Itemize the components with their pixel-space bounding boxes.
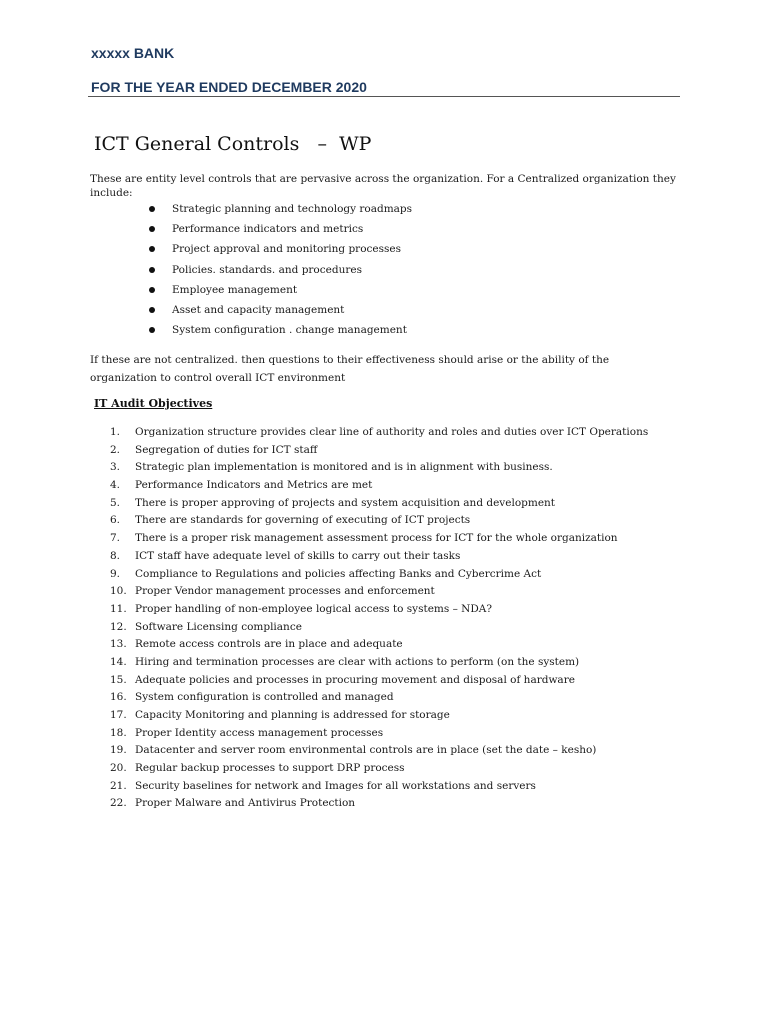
list-item-text: There are standards for governing of executing of ICT projects [135, 514, 471, 527]
bullet-icon [149, 267, 155, 273]
list-item-number: 13. [110, 638, 127, 651]
list-item-text: Proper Identity access management processes [135, 726, 384, 739]
list-item-text: Hiring and termination processes are clear with actions to perform (on the system) [135, 655, 580, 668]
list-item-text: Organization structure provides clear line of authority and roles and duties over ICT Operations [135, 426, 649, 438]
list-item-text: Policies. standards. and procedures [172, 263, 362, 276]
list-item-text: Asset and capacity management [172, 303, 345, 316]
list-item-text: Adequate policies and processes in procuring movement and disposal of hardware [135, 673, 575, 686]
list-item-number: 6. [110, 514, 121, 527]
list-item-text: System configuration is controlled and managed [135, 691, 394, 704]
objectives-heading: IT Audit Objectives [94, 397, 213, 410]
list-item-number: 8. [110, 549, 121, 562]
list-item-text: System configuration . change management [172, 324, 407, 337]
bank-name: xxxxx BANK [91, 45, 175, 61]
page-title: ICT General Controls – WP [94, 133, 372, 155]
list-item-number: 18. [110, 726, 127, 739]
list-item-number: 17. [110, 709, 127, 721]
intro-paragraph: These are entity level controls that are pervasive across the organization. For a Centralized organization they include: [90, 173, 676, 199]
list-item-number: 20. [110, 762, 127, 775]
list-item-text: ICT staff have adequate level of skills to carry out their tasks [135, 549, 461, 562]
bullet-icon [149, 226, 155, 232]
list-item-number: 9. [110, 567, 121, 580]
list-item-text: Strategic planning and technology roadmaps [172, 203, 413, 215]
bullet-icon [149, 246, 155, 252]
list-item-text: Proper Malware and Antivirus Protection [135, 797, 356, 810]
list-item-number: 5. [110, 496, 121, 509]
list-item-text: Remote access controls are in place and adequate [135, 638, 403, 651]
list-item-number: 10. [110, 585, 127, 598]
header-divider [88, 96, 680, 97]
list-item-text: Compliance to Regulations and policies affecting Banks and Cybercrime Act [135, 567, 542, 580]
list-item-text: Security baselines for network and Images for all workstations and servers [135, 779, 536, 792]
list-item-number: 22. [110, 797, 127, 810]
list-item-number: 7. [110, 532, 121, 545]
list-item-text: Proper handling of non-employee logical access to systems – NDA? [135, 602, 493, 615]
list-item-text: Performance Indicators and Metrics are met [135, 479, 373, 492]
list-item-text: Software Licensing compliance [135, 620, 302, 633]
bullet-icon [149, 287, 155, 293]
list-item-number: 21. [110, 779, 127, 792]
list-item-number: 16. [110, 691, 127, 704]
list-item-text: Proper Vendor management processes and enforcement [135, 585, 435, 598]
list-item-text: Performance indicators and metrics [172, 223, 364, 236]
list-item-text: Regular backup processes to support DRP process [135, 762, 405, 775]
list-item-text: Segregation of duties for ICT staff [135, 443, 318, 456]
list-item-text: Strategic plan implementation is monitored and is in alignment with business. [135, 461, 553, 474]
list-item-number: 12. [110, 620, 127, 633]
bullet-icon [149, 307, 155, 313]
list-item-text: Employee management [172, 283, 298, 296]
bullet-icon [149, 327, 155, 333]
non-centralized-note: If these are not centralized. then questions to their effectiveness should arise or the ability of the organization to control overall ICT environment [90, 354, 610, 384]
list-item-text: Project approval and monitoring processes [172, 243, 402, 256]
list-item-text: There is a proper risk management assessment process for ICT for the whole organization [135, 532, 618, 545]
list-item-number: 11. [110, 602, 127, 615]
list-item-number: 4. [110, 479, 121, 492]
list-item-number: 2. [110, 443, 121, 456]
year-ended-heading: FOR THE YEAR ENDED DECEMBER 2020 [91, 79, 367, 95]
list-item-number: 1. [110, 426, 121, 438]
list-item-number: 19. [110, 744, 127, 757]
list-item-number: 14. [110, 655, 127, 668]
list-item-number: 3. [110, 461, 121, 474]
bullet-icon [149, 206, 155, 212]
list-item-number: 15. [110, 673, 127, 686]
list-item-text: Datacenter and server room environmental controls are in place (set the date – kesho) [135, 744, 597, 757]
list-item-text: There is proper approving of projects and system acquisition and development [135, 496, 556, 509]
list-item-text: Capacity Monitoring and planning is addressed for storage [135, 709, 450, 721]
